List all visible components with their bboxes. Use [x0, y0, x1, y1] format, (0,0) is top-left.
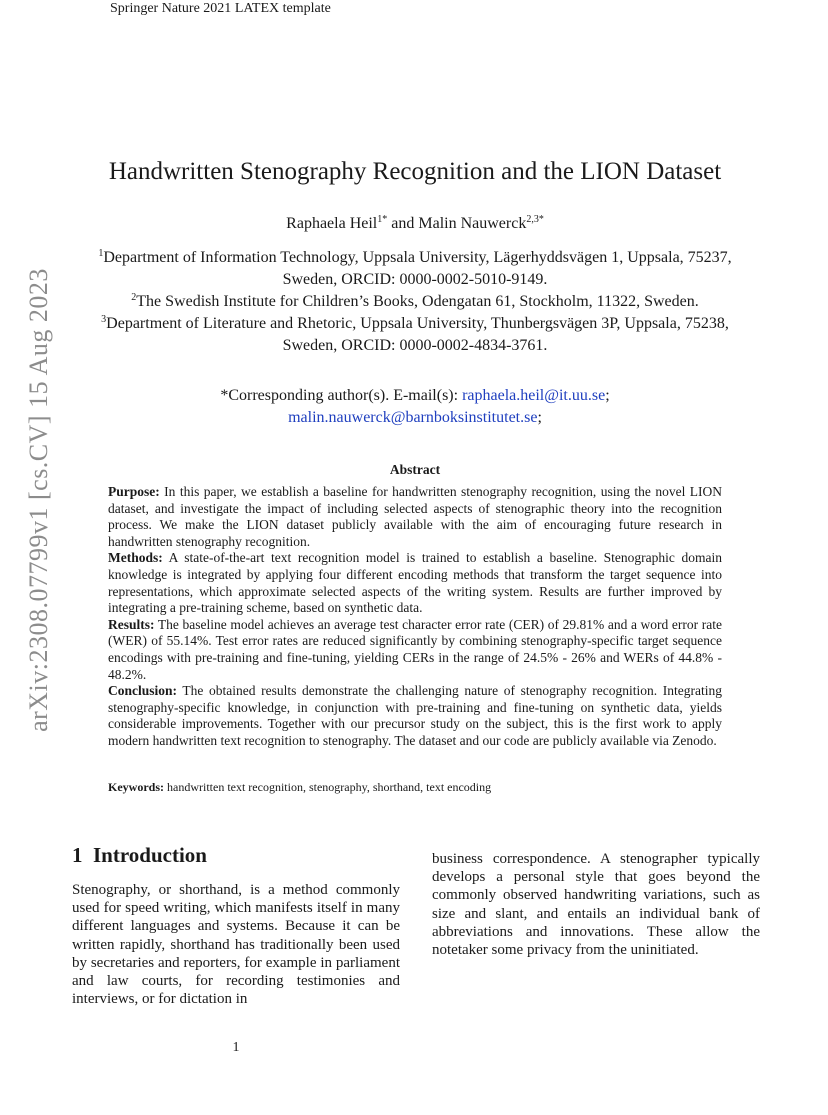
body-paragraph: Stenography, or shorthand, is a method commonly used for speed writing, which manifests itself in many different languages and systems. Because it can be written rapidly, shorthand has traditionally been used by secretaries and reporters, for example in parliament and law courts, for recording testimonies and interviews, or for dictation in [72, 882, 400, 1008]
abstract-text: In this paper, we establish a baseline for handwritten stenography recognition, using the novel LION dataset, and investigate the impact of including selected aspects of stenographic theory into the recognition process. We make the LION dataset publicly available with the aim of encouraging future research in handwritten stenography recognition. [108, 484, 722, 549]
email-link[interactable]: malin.nauwerck@barnboksinstitutet.se [288, 409, 538, 426]
corresponding-authors [90, 385, 740, 429]
abstract-paragraph [108, 683, 722, 749]
email-separator: ; [605, 387, 610, 404]
section-number: 1 [72, 843, 83, 867]
abstract-heading: Abstract [389, 462, 441, 477]
abstract-label: Methods: [108, 550, 163, 566]
abstract-text: The baseline model achieves an average test character error rate (CER) of 29.81% and a word error rate (WER) of 55.14%. Test error rates are reduced significantly by combining stenography-specific target sequence encodings with pre-training and fine-tuning, yielding CERs in the range of 24.5% - 26% and WERs of 44.8% - 48.2%. [108, 616, 722, 682]
body-column-left [72, 881, 400, 1008]
author-marks: 2,3* [526, 214, 544, 225]
abstract-text: The obtained results demonstrate the challenging nature of stenography recognition. Integrating stenography-specific knowledge, in conjunction with pre-training and fine-tuning on synthetic data, yields considerable improvements. Together with our precursor study on the subject, this is the first work to apply modern handwritten text recognition to stenography. The dataset and our code are publicly available via Zenodo. [108, 683, 722, 748]
affiliation-mark: 3 [101, 314, 107, 325]
running-header [110, 1, 331, 17]
email-terminator: ; [537, 409, 542, 426]
page-number: 1 [232, 1040, 240, 1055]
header-suffix: template [279, 1, 331, 16]
affiliation [85, 313, 745, 357]
abstract-paragraph [108, 484, 722, 550]
affiliation [85, 291, 745, 313]
author-joiner: and [387, 215, 419, 232]
abstract-label: Results: [108, 616, 155, 632]
affiliation-text: Department of Information Technology, Uppsala University, Lägerhyddsvägen 1, Uppsala, 75237, Sweden, ORCID: 0000-0002-5010-9149. [103, 249, 732, 288]
affiliation-mark: 1 [98, 248, 104, 259]
affiliation-mark: 2 [131, 292, 137, 303]
paper-title: Handwritten Stenography Recognition and the LION Dataset [108, 158, 722, 185]
abstract-body [108, 484, 722, 750]
abstract-text: A state-of-the-art text recognition model is trained to establish a baseline. Stenographic domain knowledge is integrated by applying four different encoding methods that transform the target sequence into representations, which approximate selected aspects of the writing system. Results are further improved by integrating a pre-training scheme, based on synthetic data. [108, 550, 722, 616]
arxiv-id: arXiv:2308.07799v1 [cs.CV] 15 Aug 2023 [24, 268, 53, 732]
author-list [60, 215, 770, 233]
email-link[interactable]: raphaela.heil@it.uu.se [462, 387, 606, 404]
author-marks: 1* [377, 214, 388, 225]
keywords [108, 780, 722, 795]
affiliation [85, 247, 745, 291]
author-name: Raphaela Heil [286, 215, 378, 232]
section-heading [72, 843, 207, 868]
author-name: Malin Nauwerck [418, 215, 527, 232]
abstract-paragraph [108, 550, 722, 616]
abstract-paragraph [108, 617, 722, 683]
header-prefix: Springer Nature 2021 [110, 1, 235, 16]
keywords-text: handwritten text recognition, stenography, shorthand, text encoding [164, 780, 492, 794]
keywords-label: Keywords: [108, 780, 164, 794]
affiliation-text: The Swedish Institute for Children’s Books, Odengatan 61, Stockholm, 11322, Sweden. [136, 293, 699, 310]
latex-logo: LATEX [234, 1, 280, 16]
corresponding-label: *Corresponding author(s). E-mail(s): [220, 387, 463, 404]
body-column-right [432, 850, 760, 959]
arxiv-stamp [22, 230, 56, 770]
affiliation-text: Department of Literature and Rhetoric, Uppsala University, Thunbergsvägen 3P, Uppsala, 75238, Sweden, ORCID: 0000-0002-4834-3761. [106, 315, 729, 354]
abstract-label: Conclusion: [108, 683, 178, 699]
body-paragraph: business correspondence. A stenographer typically develops a personal style that goes beyond the commonly observed handwriting variations, such as size and slant, and entails an individual bank of abbreviations and innovations. These allow the notetaker some privacy from the uninitiated. [432, 851, 760, 959]
abstract-label: Purpose: [108, 484, 160, 499]
affiliations [85, 247, 745, 357]
section-title-text: Introduction [93, 843, 207, 867]
